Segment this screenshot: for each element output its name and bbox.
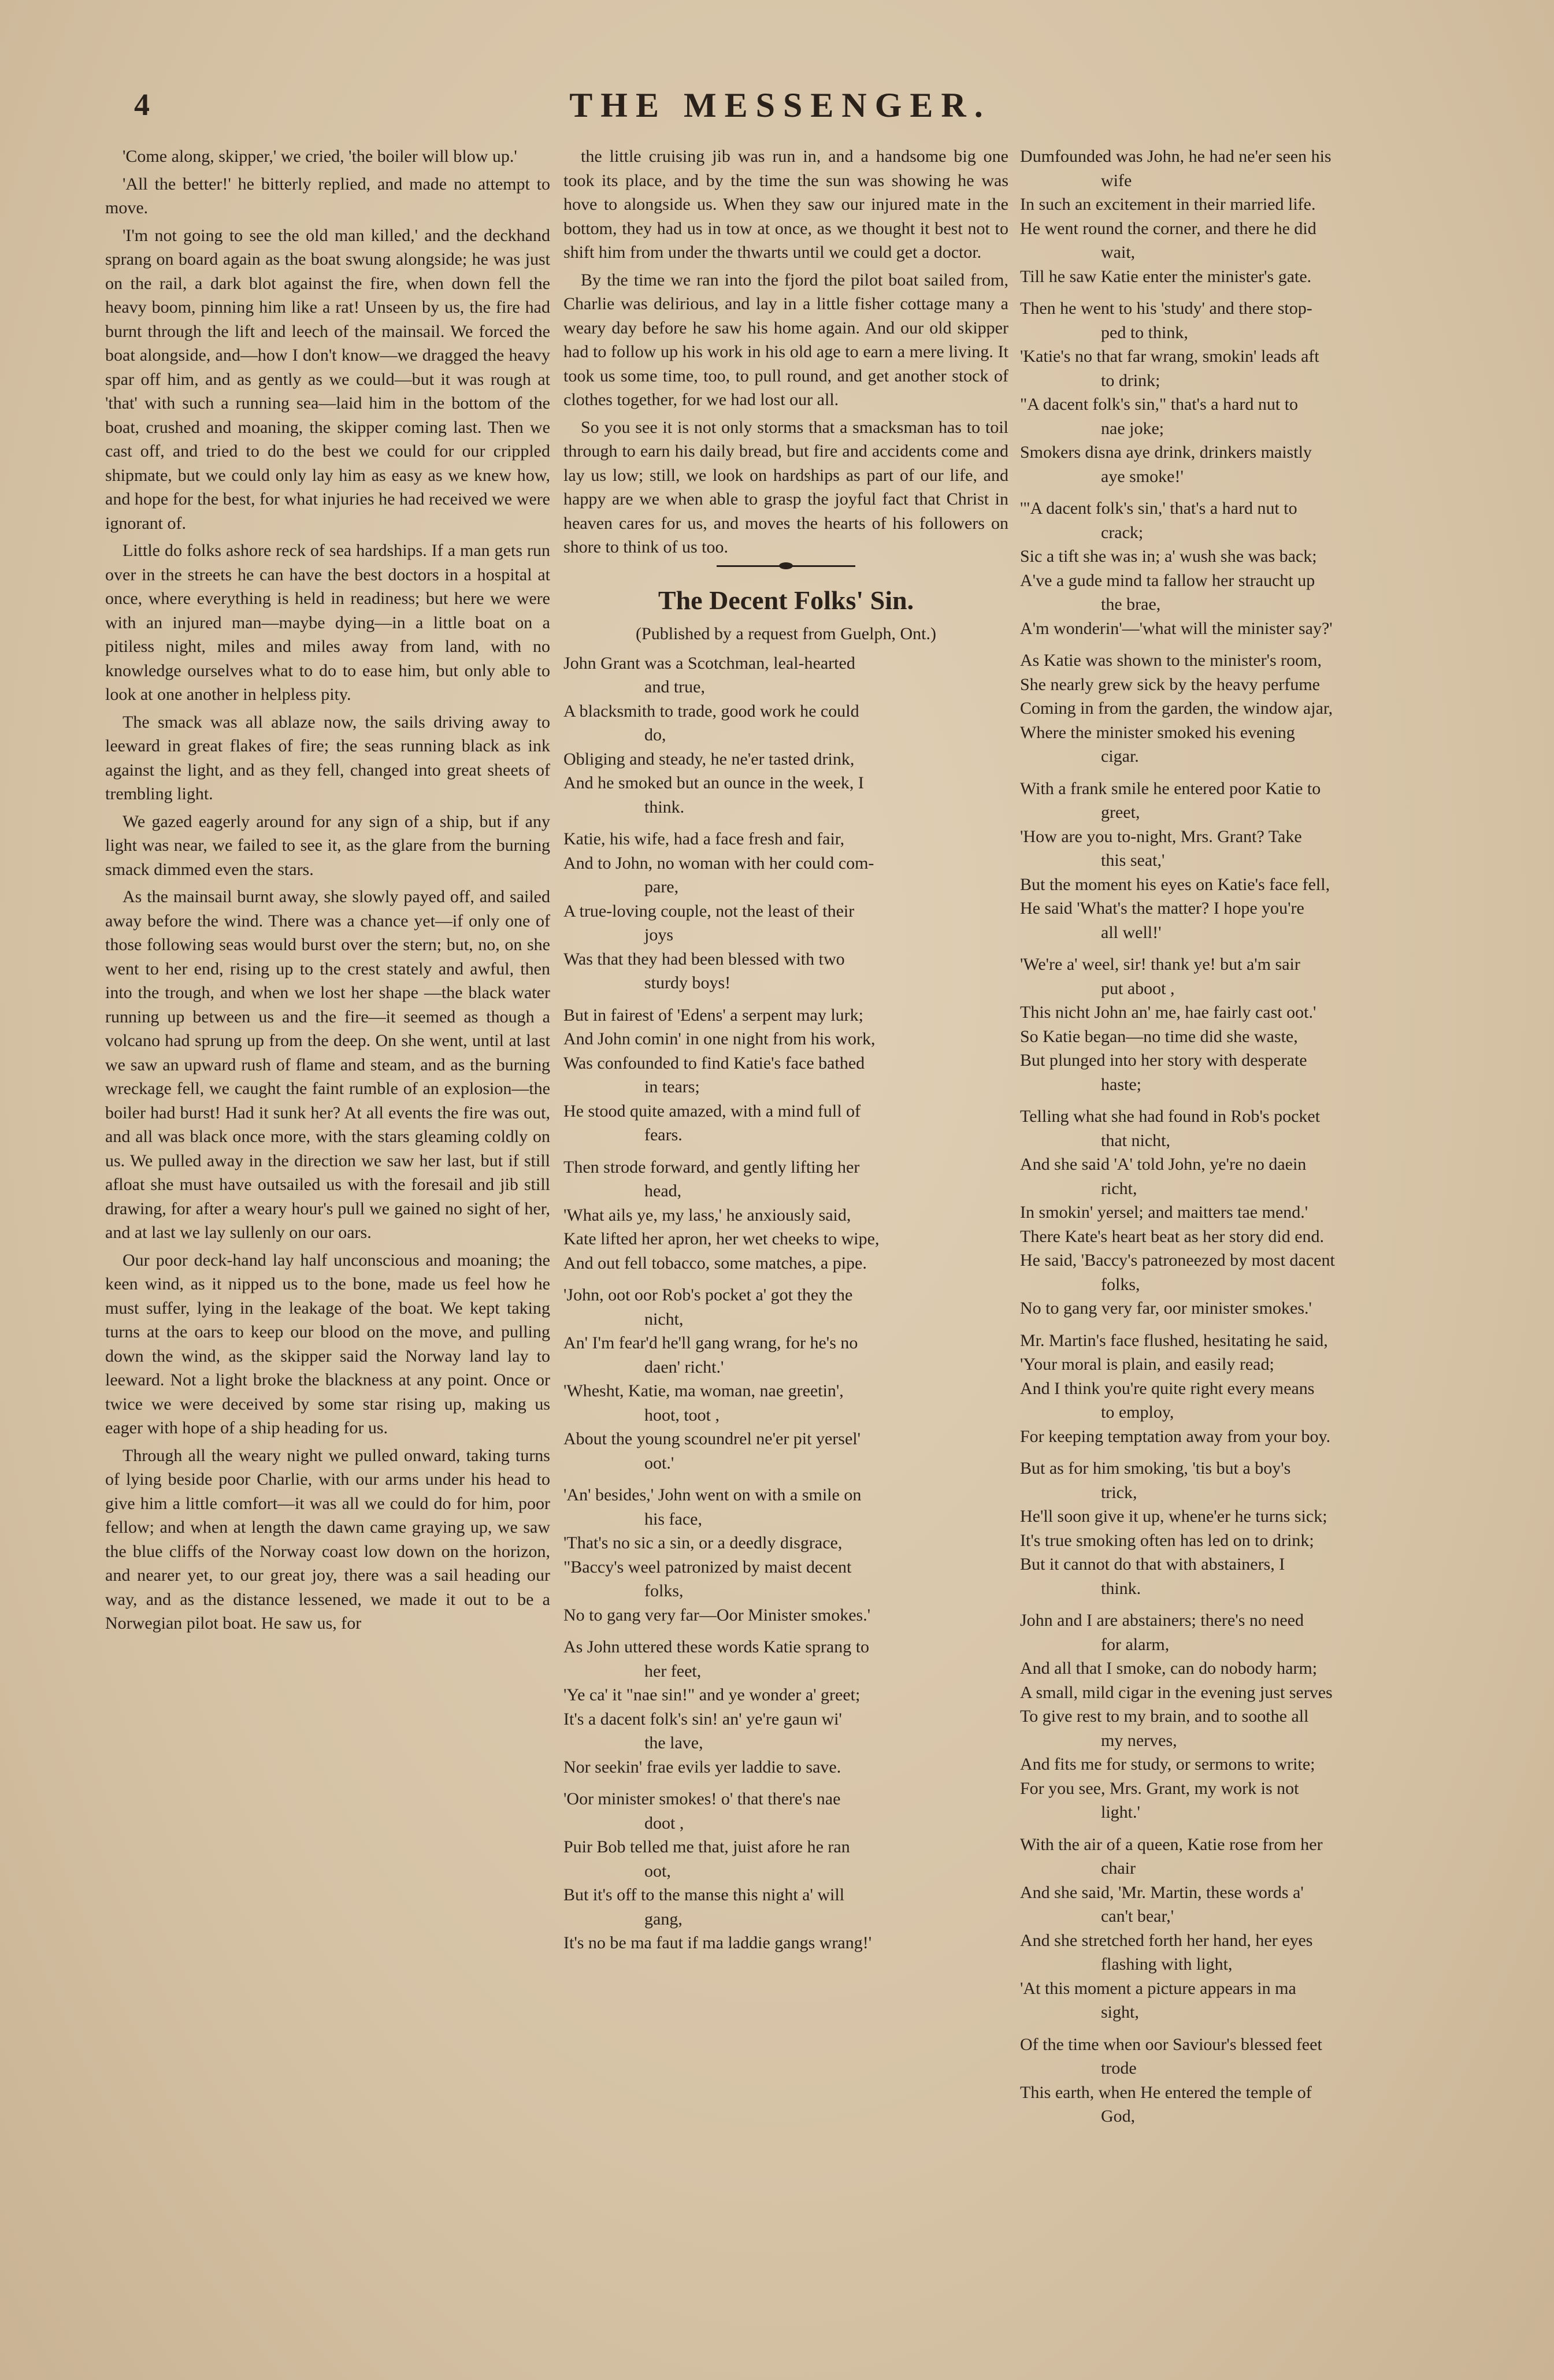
poem-line-continuation: for alarm,: [1101, 1634, 1170, 1654]
poem-line-continuation: put aboot ,: [1101, 978, 1175, 998]
poem-stanza: [1020, 1104, 1459, 1321]
poem-line-text: And fits me for study, or sermons to write;: [1020, 1755, 1315, 1774]
poem-line: [563, 1027, 1008, 1051]
poem-line-text: She nearly grew sick by the heavy perfume: [1020, 674, 1320, 694]
poem-line: [563, 1883, 1008, 1931]
poem-line-text: Then he went to his 'study' and there stop-: [1020, 299, 1312, 318]
poem-line-text: 'Katie's no that far wrang, smokin' leads aft: [1020, 347, 1319, 366]
poem-line: [563, 1427, 1008, 1475]
poem-line-continuation: gang,: [644, 1909, 683, 1929]
article-paragraph: As the mainsail burnt away, she slowly payed off, and sailed away before the wind. There was a chance yet—if only one of those following seas would burst over the stern; but, no, on she went to her end, rising up to the crest stately and awful, then into the trough, and when we lost her shape —the black water running up between us and the fire—it seemed as though a volcano had sprung up from the deep. On she went, until at last we saw an upward rush of flame and steam, and as the burning wreckage fell, we caught the faint rumble of an explosion—the boiler had burst! Had it sunk her? At all events the fire was out, and all was black once more, with the stars gleaming coldly on us. We pulled away in the direction we saw her last, but if still afloat she must have outsailed us with the foresail and jib still drawing, for after a weary hour's pull we gained no sight of her, and at last we lay sullenly on our oars.: [105, 887, 550, 1242]
poem-line: [1020, 1352, 1459, 1377]
article-paragraph: 'All the better!' he bitterly replied, and made no attempt to move.: [105, 174, 550, 217]
poem-line: [1020, 1504, 1459, 1529]
poem-line: [1020, 696, 1459, 721]
poem-stanza: [1020, 952, 1459, 1096]
poem-line-continuation: sturdy boys!: [644, 973, 731, 992]
poem-line: [563, 1227, 1008, 1251]
poem-line-text: And she said 'A' told John, ye're no daein: [1020, 1155, 1307, 1174]
poem-line-text: A'm wonderin'—'what will the minister say?': [1020, 618, 1333, 638]
poem-line-continuation: to drink;: [1101, 370, 1160, 390]
column-1: [105, 144, 550, 1639]
poem-line: [1020, 392, 1459, 440]
poem-line-text: But it's off to the manse this night a' will: [563, 1885, 845, 1904]
poem-subtitle: (Published by a request from Guelph, Ont.): [636, 624, 936, 643]
poem-line: [563, 947, 1008, 995]
poem-stanza: [1020, 1329, 1459, 1449]
poem-line-text: An' I'm fear'd he'll gang wrang, for he's no: [563, 1333, 858, 1352]
poem-line: [563, 1635, 1008, 1683]
poem-line-text: And John comin' in one night from his work,: [563, 1029, 876, 1048]
poem-line-text: But in fairest of 'Edens' a serpent may lurk;: [563, 1005, 864, 1025]
poem-line: [1020, 1681, 1459, 1705]
poem-line-continuation: chair: [1101, 1859, 1136, 1878]
poem-line-continuation: and true,: [644, 677, 705, 696]
poem-line-text: 'How are you to-night, Mrs. Grant? Take: [1020, 826, 1302, 846]
page-header: [104, 81, 1456, 127]
poem-line-continuation: nicht,: [644, 1309, 684, 1329]
poem-line-text: There Kate's heart beat as her story did end.: [1020, 1226, 1325, 1246]
poem-line-text: Puir Bob telled me that, juist afore he ran: [563, 1837, 850, 1856]
poem-stanza: [563, 1003, 1008, 1147]
poem-line-text: And I think you're quite right every means: [1020, 1378, 1315, 1398]
poem-line: [563, 1555, 1008, 1603]
poem-line-text: And she said, 'Mr. Martin, these words a': [1020, 1882, 1304, 1902]
poem-line: [1020, 617, 1459, 641]
poem-line: [1020, 1656, 1459, 1681]
poem-line: [1020, 873, 1459, 897]
poem-line: [1020, 1752, 1459, 1777]
poem-line-text: John Grant was a Scotchman, leal-hearted: [563, 653, 855, 673]
poem-line: [563, 1707, 1008, 1755]
poem-line-continuation: the brae,: [1101, 595, 1161, 614]
article-paragraph: So you see it is not only storms that a smacksman has to toil through to earn his daily bread, but fire and accidents come and lay us low; still, we look on hardships as part of our life, and happy are we when able to grasp the joyful fact that Christ in heaven cares for us, and moves the hearts of his followers on shore to think of us too.: [563, 417, 1008, 557]
article-paragraph: Through all the weary night we pulled onward, taking turns of lying beside poor Charlie, with our arms under his head to give him a little comfort—it was all we could do for him, poor fellow; and when at length the dawn came graying up, we saw the blue cliffs of the Norway coast low down on the horizon, and nearer yet, to our great joy, there was a sail heading our way, and as the distance lessened, we made it out to be a Norwegian pilot boat. He saw us, for: [105, 1445, 550, 1633]
poem-line-text: In smokin' yersel; and maitters tae mend.': [1020, 1203, 1308, 1222]
poem-line: [1020, 1152, 1459, 1200]
poem-line-continuation: greet,: [1101, 803, 1140, 822]
poem-line: [1020, 265, 1459, 289]
poem-line-text: It's no be ma faut if ma laddie gangs wrang!': [563, 1933, 872, 1952]
poem-line-continuation: this seat,': [1101, 851, 1165, 870]
poem-stanza: [1020, 1833, 1459, 2025]
poem-line-text: 'John, oot oor Rob's pocket a' got they the: [563, 1285, 853, 1304]
poem-line-text: About the young scoundrel ne'er pit yersel': [563, 1429, 861, 1448]
poem-line-text: A small, mild cigar in the evening just serves: [1020, 1682, 1333, 1702]
poem-line: [1020, 721, 1459, 769]
poem-line: [563, 1379, 1008, 1427]
column-3: [1020, 144, 1459, 2137]
poem-line: [1020, 1977, 1459, 2025]
poem-line-text: Mr. Martin's face flushed, hesitating he said,: [1020, 1330, 1328, 1350]
poem-line: [563, 771, 1008, 819]
poem-line: [1020, 440, 1459, 488]
poem-line: [563, 1483, 1008, 1531]
poem-line-continuation: haste;: [1101, 1074, 1141, 1094]
poem-stanza: [1020, 296, 1459, 488]
poem-line: [1020, 1104, 1459, 1152]
poem-line-text: And all that I smoke, can do nobody harm;: [1020, 1659, 1318, 1678]
poem-line-text: 'Oor minister smokes! o' that there's nae: [563, 1789, 841, 1808]
poem-line-continuation: wait,: [1101, 243, 1136, 262]
poem-stanza: [563, 1483, 1008, 1627]
poem-line-text: Was that they had been blessed with two: [563, 949, 845, 969]
poem-line-text: With the air of a queen, Katie rose from her: [1020, 1834, 1323, 1854]
poem-line-continuation: do,: [644, 725, 666, 744]
poem-line-text: Sic a tift she was in; a' wush she was back;: [1020, 547, 1317, 566]
poem-line-continuation: aye smoke!': [1101, 466, 1184, 486]
poem-line-continuation: cigar.: [1101, 747, 1139, 766]
poem-line: [1020, 144, 1459, 192]
poem-line: [1020, 1225, 1459, 1249]
poem-line: [563, 1835, 1008, 1883]
poem-line: [1020, 1456, 1459, 1504]
poem-line-continuation: crack;: [1101, 522, 1144, 542]
poem-line: [1020, 1048, 1459, 1096]
poem-line-text: He said, 'Baccy's patroneezed by most dacent: [1020, 1251, 1335, 1270]
poem-line: [1020, 1248, 1459, 1296]
poem-stanza: [1020, 1456, 1459, 1600]
poem-line: [1020, 1833, 1459, 1881]
poem-line-text: And she stretched forth her hand, her eyes: [1020, 1930, 1313, 1950]
poem-line-text: '"A dacent folk's sin,' that's a hard nut to: [1020, 499, 1297, 518]
poem-line: [563, 1331, 1008, 1379]
poem-line-text: 'Whesht, Katie, ma woman, nae greetin',: [563, 1381, 844, 1400]
poem-line: [1020, 1777, 1459, 1825]
page-number: 4: [134, 87, 150, 122]
poem-line-text: For keeping temptation away from your boy.: [1020, 1426, 1331, 1446]
poem-line: [563, 1251, 1008, 1276]
poem-line-text: A blacksmith to trade, good work he could: [563, 701, 859, 721]
poem-stanza: [563, 1155, 1008, 1276]
poem-line-continuation: her feet,: [644, 1661, 702, 1681]
poem-stanza: [563, 1787, 1008, 1955]
poem-line-text: "A dacent folk's sin," that's a hard nut to: [1020, 395, 1299, 414]
poem-line-text: Katie, his wife, had a face fresh and fair,: [563, 829, 845, 848]
poem-line-continuation: flashing with light,: [1101, 1955, 1233, 1974]
poem-line-text: Smokers disna aye drink, drinkers maistly: [1020, 443, 1312, 462]
poem-line: [1020, 1608, 1459, 1656]
poem-line: [563, 747, 1008, 772]
article-paragraph: The smack was all ablaze now, the sails driving away to leeward in great flakes of fire; the seas running black as ink against the light, and as they fell, changed into great sheets of trembling light.: [105, 712, 550, 803]
poem-line-text: 'An' besides,' John went on with a smile on: [563, 1485, 862, 1504]
poem-line-continuation: folks,: [1101, 1274, 1140, 1294]
poem-line: [1020, 1329, 1459, 1353]
poem-line: [563, 1003, 1008, 1028]
poem-line-continuation: fears.: [644, 1125, 683, 1144]
article-paragraph: Little do folks ashore reck of sea hardships. If a man gets run over in the streets he can have the best doctors in a hospital at once, where everything is held in readiness; but here we were with an injured man—maybe dying—in a little boat on a pitiless night, miles and miles away from land, with no knowledge ourselves what to do to ease him, but only able to look at one another in helpless pity.: [105, 541, 550, 704]
article-paragraph: By the time we ran into the fjord the pilot boat sailed from, Charlie was delirious, and lay in a little fisher cottage many a weary day before he saw his home again. And our old skipper had to follow up his work in his old age to earn a mere living. It took us some time, too, to pull round, and get another stock of clothes together, for we had lost our all.: [563, 270, 1008, 409]
poem-line-continuation: can't bear,': [1101, 1907, 1174, 1926]
poem-line-continuation: in tears;: [644, 1077, 700, 1096]
article-paragraph: the little cruising jib was run in, and a handsome big one took its place, and by the time the sun was showing he was hove to alongside us. When they saw our injured mate in the bottom, they had us in tow at once, as we thought it best not to shift him from under the thwarts until we could get a doctor.: [563, 147, 1008, 262]
poem-line: [1020, 2033, 1459, 2081]
poem-stanza: [1020, 648, 1459, 769]
poem-line-text: 'We're a' weel, sir! thank ye! but a'm sair: [1020, 955, 1300, 974]
poem-stanza: [1020, 1608, 1459, 1825]
poem-line-text: But plunged into her story with desperate: [1020, 1051, 1307, 1070]
poem-line-continuation: hoot, toot ,: [644, 1405, 720, 1425]
poem-line-continuation: joys: [644, 925, 674, 944]
poem-line: [563, 1099, 1008, 1147]
poem-line-text: For you see, Mrs. Grant, my work is not: [1020, 1778, 1299, 1798]
poem-line: [1020, 1377, 1459, 1425]
poem-line-text: No to gang very far—Oor Minister smokes.': [563, 1605, 871, 1625]
paper-title: THE MESSENGER.: [569, 86, 991, 124]
poem-line-continuation: ped to think,: [1101, 322, 1188, 342]
article-paragraph: 'Come along, skipper,' we cried, 'the boiler will blow up.': [123, 147, 517, 166]
article-paragraph: We gazed eagerly around for any sign of a ship, but if any light was near, we failed to see it, as the glare from the burning smack dimmed even the stars.: [105, 811, 550, 879]
poem-line-continuation: all well!': [1101, 922, 1162, 942]
poem-stanza: [563, 651, 1008, 820]
poem-line-continuation: my nerves,: [1101, 1730, 1177, 1750]
poem-line-text: Then strode forward, and gently lifting her: [563, 1157, 860, 1177]
poem-line: [1020, 296, 1459, 344]
poem-line: [1020, 1025, 1459, 1049]
poem-line-text: Kate lifted her apron, her wet cheeks to wipe,: [563, 1229, 880, 1248]
poem-line-text: As Katie was shown to the minister's room,: [1020, 651, 1322, 670]
poem-line-text: With a frank smile he entered poor Katie to: [1020, 778, 1321, 798]
poem-line: [1020, 2081, 1459, 2129]
poem-line-continuation: God,: [1101, 2107, 1136, 2126]
poem-line: [563, 1603, 1008, 1628]
article-paragraph: 'I'm not going to see the old man killed,' and the deckhand sprang on board again as the boat swung alongside; he was just on the rail, a dark blot against the fire, when down fell the heavy boom, pinning him like a rat! Unseen by us, the fire had burnt through the lift and leech of the mainsail. We forced the boat alongside, and—how I don't know—we dragged the heavy spar off him, and as gently as we could—but it was rough at 'that' with such a running sea—laid him in the bottom of the boat, crushed and moaning, the skipper coming last. Then we cast off, and tried to do the best we could for our crippled shipmate, but we could only lay him as easy as we knew how, and hope for the best, for what injuries he had received we were ignorant of.: [105, 225, 550, 533]
poem-stanza: [563, 1635, 1008, 1779]
poem-stanza: [563, 827, 1008, 995]
poem-line: [563, 899, 1008, 947]
poem-line-text: And he smoked but an ounce in the week, I: [563, 773, 864, 792]
poem-line: [1020, 952, 1459, 1000]
poem-line-text: Of the time when oor Saviour's blessed feet: [1020, 2034, 1322, 2054]
poem-line: [1020, 344, 1459, 392]
poem-stanza: [1020, 777, 1459, 945]
poem-line-continuation: his face,: [644, 1509, 702, 1529]
poem-line: [1020, 673, 1459, 697]
poem-line: [1020, 569, 1459, 617]
poem-line-text: He said 'What's the matter? I hope you're: [1020, 899, 1304, 918]
poem-line-text: Dumfounded was John, he had ne'er seen his: [1020, 147, 1332, 166]
poem-line-continuation: folks,: [644, 1581, 684, 1600]
section-divider: [717, 565, 855, 567]
poem-line-continuation: head,: [644, 1181, 682, 1200]
poem-line-text: A've a gude mind ta fallow her straucht up: [1020, 570, 1315, 590]
poem-line-text: This nicht John an' me, hae fairly cast oot.': [1020, 1003, 1316, 1022]
poem-line: [563, 651, 1008, 699]
poem-line-continuation: to employ,: [1101, 1403, 1174, 1422]
poem-stanza: [1020, 496, 1459, 640]
poem-line-continuation: trick,: [1101, 1482, 1137, 1502]
poem-line-text: And out fell tobacco, some matches, a pipe.: [563, 1253, 867, 1273]
poem-line-text: This earth, when He entered the temple of: [1020, 2082, 1312, 2102]
poem-line-continuation: light.': [1101, 1803, 1140, 1822]
poem-line: [563, 1931, 1008, 1955]
poem-line-text: No to gang very far, oor minister smokes.': [1020, 1299, 1312, 1318]
poem-line: [1020, 1704, 1459, 1752]
poem-line: [1020, 1929, 1459, 1977]
poem-line: [1020, 896, 1459, 944]
poem-line: [1020, 1200, 1459, 1225]
poem-line-text: But as for him smoking, 'tis but a boy's: [1020, 1459, 1291, 1478]
poem-line-continuation: oot.': [644, 1453, 674, 1473]
poem-line-text: He'll soon give it up, whene'er he turns sick;: [1020, 1507, 1327, 1526]
poem-line-text: But the moment his eyes on Katie's face fell,: [1020, 874, 1330, 894]
poem-line-continuation: doot ,: [644, 1813, 684, 1833]
poem-line-continuation: pare,: [644, 877, 679, 896]
poem-line-continuation: trode: [1101, 2059, 1137, 2078]
poem-line: [1020, 648, 1459, 673]
poem-line-text: 'At this moment a picture appears in ma: [1020, 1978, 1296, 1998]
poem-line-text: 'Ye ca' it "nae sin!" and ye wonder a' greet;: [563, 1685, 861, 1704]
poem-line-text: Nor seekin' frae evils yer laddie to save.: [563, 1757, 841, 1777]
poem-line: [1020, 496, 1459, 544]
poem-line-text: John and I are abstainers; there's no need: [1020, 1611, 1304, 1630]
poem-line: [563, 1051, 1008, 1099]
poem-line-continuation: richt,: [1101, 1178, 1137, 1198]
poem-line-text: Coming in from the garden, the window ajar,: [1020, 699, 1333, 718]
poem-line: [563, 1531, 1008, 1555]
poem-line-text: Where the minister smoked his evening: [1020, 722, 1295, 742]
poem-line-continuation: think.: [1101, 1578, 1141, 1598]
poem-line-text: 'What ails ye, my lass,' he anxiously said,: [563, 1205, 851, 1225]
poem-line: [1020, 1881, 1459, 1929]
poem-line: [563, 1155, 1008, 1203]
poem-line-text: 'Your moral is plain, and easily read;: [1020, 1355, 1274, 1374]
poem-line-text: He stood quite amazed, with a mind full of: [563, 1101, 861, 1121]
poem-line-text: So Katie began—no time did she waste,: [1020, 1026, 1298, 1046]
poem-line-continuation: that nicht,: [1101, 1130, 1170, 1150]
poem-line-continuation: sight,: [1101, 2003, 1139, 2022]
poem-line-text: Till he saw Katie enter the minister's gate.: [1020, 266, 1312, 286]
poem-line: [1020, 217, 1459, 265]
poem-line-continuation: daen' richt.': [644, 1357, 724, 1377]
poem-line-text: "Baccy's weel patronized by maist decent: [563, 1557, 852, 1577]
poem-line-continuation: wife: [1101, 170, 1132, 190]
poem-line: [1020, 544, 1459, 569]
poem-title: The Decent Folks' Sin.: [658, 585, 914, 615]
poem-line: [1020, 1425, 1459, 1449]
poem-line: [563, 1755, 1008, 1780]
poem-line: [563, 827, 1008, 851]
poem-line-text: A true-loving couple, not the least of their: [563, 901, 855, 921]
poem-line: [1020, 1296, 1459, 1321]
poem-line-continuation: oot,: [644, 1861, 671, 1881]
poem-line-continuation: nae joke;: [1101, 418, 1164, 438]
poem-stanza: [1020, 144, 1459, 288]
poem-line: [1020, 1000, 1459, 1025]
poem-line-text: In such an excitement in their married life.: [1020, 195, 1316, 214]
poem-stanza: [1020, 2033, 1459, 2129]
poem-line-text: It's a dacent folk's sin! an' ye're gaun wi': [563, 1709, 842, 1729]
poem-line: [1020, 777, 1459, 825]
poem-line-text: But it cannot do that with abstainers, I: [1020, 1555, 1285, 1574]
article-paragraph: Our poor deck-hand lay half unconscious and moaning; the keen wind, as it nipped us to the bone, made us feel how he must suffer, lying in the leakage of the boat. We kept taking turns at the oars to keep our blood on the move, and pulling down the wind, as the skipper said the Norway land lay to leeward. Not a light broke the blackness at any point. Once or twice we were deceived by some star rising up, making us eager with hope of a ship heading for us.: [105, 1250, 550, 1437]
poem-line-text: As John uttered these words Katie sprang to: [563, 1637, 870, 1656]
poem-line-text: And to John, no woman with her could com-: [563, 853, 874, 873]
poem-line: [1020, 1529, 1459, 1553]
poem-line: [563, 1283, 1008, 1331]
poem-line-text: Was confounded to find Katie's face bathed: [563, 1053, 865, 1073]
poem-line: [563, 851, 1008, 899]
poem-line: [1020, 192, 1459, 217]
poem-line: [563, 699, 1008, 747]
column-2: [563, 144, 1008, 1963]
poem-line-text: It's true smoking often has led on to drink;: [1020, 1530, 1314, 1550]
poem-line-text: He went round the corner, and there he did: [1020, 218, 1316, 238]
poem-line: [1020, 1552, 1459, 1600]
poem-line-text: To give rest to my brain, and to soothe all: [1020, 1707, 1309, 1726]
poem-line-continuation: think.: [644, 797, 685, 817]
poem-stanza: [563, 1283, 1008, 1475]
poem-line-text: Telling what she had found in Rob's pocket: [1020, 1107, 1321, 1126]
poem-line: [563, 1683, 1008, 1707]
poem-line: [563, 1787, 1008, 1835]
poem-line-text: 'That's no sic a sin, or a deedly disgrace,: [563, 1533, 843, 1552]
poem-line: [563, 1203, 1008, 1228]
poem-line: [1020, 825, 1459, 873]
poem-line-text: Obliging and steady, he ne'er tasted drink,: [563, 749, 855, 769]
poem-line-continuation: the lave,: [644, 1733, 703, 1752]
